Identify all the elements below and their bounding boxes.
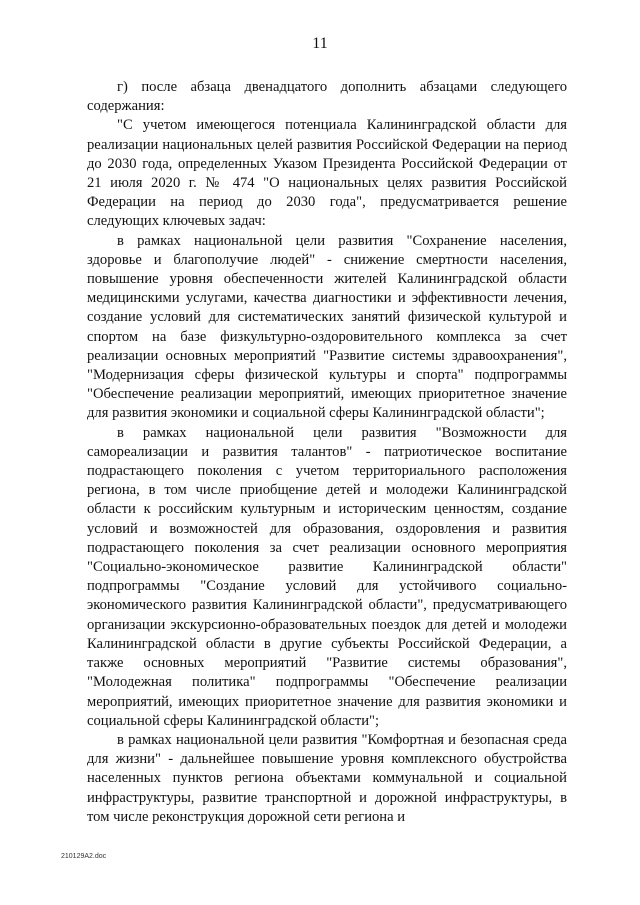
page-number: 11 <box>312 35 328 52</box>
paragraph-talents-goal: в рамках национальной цели развития "Возможности для самореализации и развития талантов" - патриотическое воспитание подрастающего поколения с учетом территориального расположения региона, в том числе приобщение детей и молодежи Калининградской области к российским культурным и историческим ценностям, создание условий и возможностей для образования, оздоровления и развития подрастающего поколения за счет реализации основного мероприятия "Социально-экономическое развитие Калининградской области" подпрограммы "Создание условий для устойчивого социально-экономического развития Калининградской области", предусматривающего организации экскурсионно-образовательных поездок для детей и молодежи Калининградской области в другие субъекты Российской Федерации, а также основных мероприятий "Развитие системы образования", "Молодежная политика" подпрограммы "Обеспечение реализации мероприятий, имеющих приоритетное значение для развития экономики и социальной сферы Калининградской области"; <box>87 424 567 729</box>
paragraph-potential: "С учетом имеющегося потенциала Калининградской области для реализации национальных целей развития Российской Федерации на период до 2030 года, определенных Указом Президента Российской Федерации от 21 июля 2020 г. № 474 "О национальных целях развития Российской Федерации на период до 2030 года", предусматривается решение следующих ключевых задач: <box>87 117 567 230</box>
paragraph-health-goal: в рамках национальной цели развития "Сохранение населения, здоровье и благополучие людей" - снижение смертности населения, повышение уровня обеспеченности жителей Калининградской области медицинскими услугами, качества диагностики и эффективности лечения, создание условий для систематических занятий физической культурой и спортом на базе физкультурно-оздоровительного комплекса за счет реализации основных мероприятий "Развитие системы здравоохранения", "Модернизация сферы физической культуры и спорта" подпрограммы "Обеспечение реализации мероприятий, имеющих приоритетное значение для развития экономики и социальной сферы Калининградской области"; <box>87 232 567 422</box>
paragraph-environment-goal: в рамках национальной цели развития "Комфортная и безопасная среда для жизни" - дальнейшее повышение уровня комплексного обустройства населенных пунктов региона объектами коммунальной и социальной инфраструктуры, развитие транспортной и дорожной инфраструктуры, в том числе реконструкция дорожной сети региона и <box>87 731 567 825</box>
file-name-footer: 210129A2.doc <box>61 853 107 860</box>
document-body <box>87 78 567 827</box>
paragraph-amendment-intro: г) после абзаца двенадцатого дополнить абзацами следующего содержания: <box>87 79 567 115</box>
